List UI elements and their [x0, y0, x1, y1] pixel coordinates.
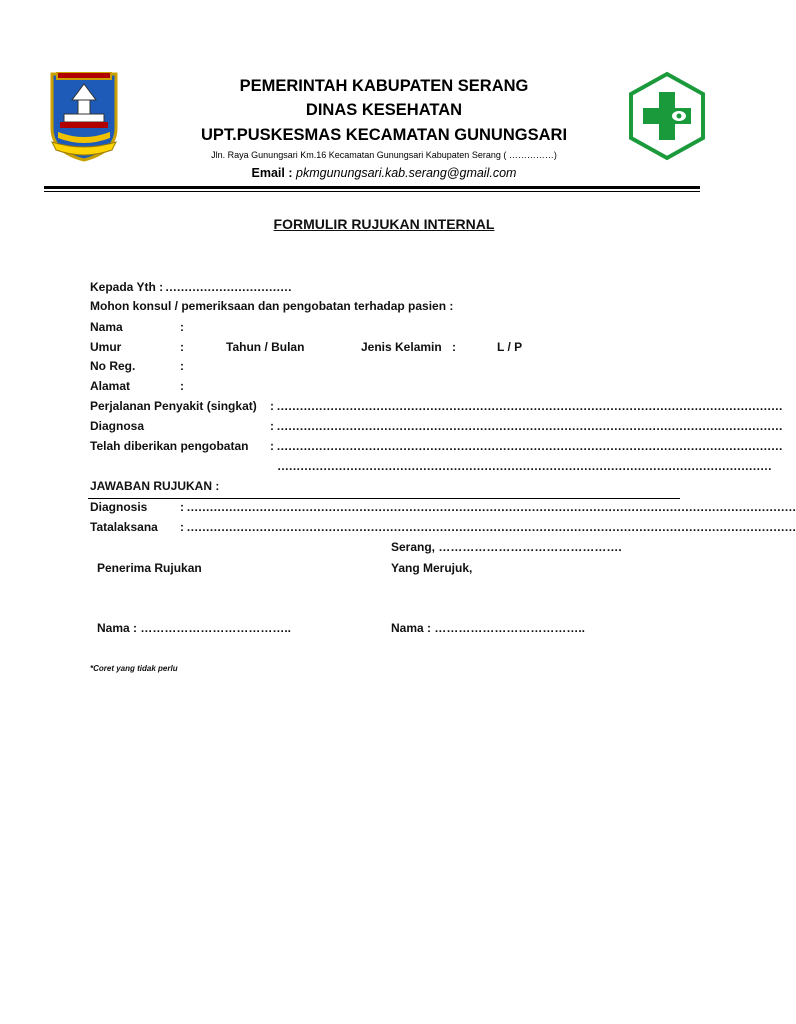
header-line-2: DINAS KESEHATAN [305, 101, 463, 119]
alamat-colon: : [180, 379, 184, 393]
kepada-label: Kepada Yth : [90, 280, 164, 294]
header-rule-thin [44, 191, 700, 192]
nama-label: Nama [90, 320, 123, 334]
tatalaksana-label: Tatalaksana [90, 520, 158, 534]
diagnosis-dots: : …………………………………………………………………………………………………………………………………………… [180, 500, 796, 514]
noreg-colon: : [180, 359, 184, 373]
email-value: pkmgunungsari.kab.serang@gmail.com [296, 166, 517, 180]
pengobatan-continuation-dots: ………………………………………………………………………………………………………………… [277, 459, 772, 473]
jenis-kelamin-label: Jenis Kelamin [361, 340, 442, 354]
address-line: Jln. Raya Gunungsari Km.16 Kecamatan Gunungsari Kabupaten Serang ( ……………) [211, 150, 557, 160]
umur-colon: : [180, 340, 184, 354]
diagnosis-label: Diagnosis [90, 500, 148, 514]
jenis-kelamin-colon: : [452, 340, 456, 354]
kepada-dots: …………………………… [165, 280, 292, 294]
alamat-label: Alamat [90, 379, 131, 393]
diagnosa-dots: : …………………………………………………………………………………………………………………… [270, 419, 783, 433]
mohon-text: Mohon konsul / pemeriksaan dan pengobatan terhadap pasien : [90, 299, 454, 313]
noreg-label: No Reg. [90, 359, 136, 373]
email-line [0, 166, 768, 180]
footnote: *Coret yang tidak perlu [90, 664, 178, 673]
header-line-3: UPT.PUSKESMAS KECAMATAN GUNUNGSARI [200, 126, 568, 144]
header-line-1: PEMERINTAH KABUPATEN SERANG [239, 77, 529, 95]
merujuk-label: Yang Merujuk, [391, 561, 473, 575]
perjalanan-dots: : …………………………………………………………………………………………………………………… [270, 399, 783, 413]
serang-date-line: Serang, ………………………………………. [391, 540, 622, 554]
pengobatan-label: Telah diberikan pengobatan [90, 439, 249, 453]
tatalaksana-dots: : …………………………………………………………………………………………………………………………………………… [180, 520, 796, 534]
penerima-label: Penerima Rujukan [97, 561, 202, 575]
diagnosa-label: Diagnosa [90, 419, 145, 433]
email-label: Email : [251, 166, 293, 180]
header-rule-thick [44, 186, 700, 189]
umur-label: Umur [90, 340, 122, 354]
perjalanan-label: Perjalanan Penyakit (singkat) [90, 399, 257, 413]
form-title: FORMULIR RUJUKAN INTERNAL [273, 216, 495, 232]
nama-signature-left: Nama : ……………………………….. [97, 621, 292, 635]
jawaban-title: JAWABAN RUJUKAN : [90, 479, 220, 493]
nama-colon: : [180, 320, 184, 334]
lp-option: L / P [497, 340, 523, 354]
pengobatan-dots: : …………………………………………………………………………………………………………………… [270, 439, 783, 453]
nama-signature-right: Nama : ……………………………….. [391, 621, 586, 635]
tahun-bulan-label: Tahun / Bulan [226, 340, 305, 354]
jawaban-separator [88, 498, 680, 499]
